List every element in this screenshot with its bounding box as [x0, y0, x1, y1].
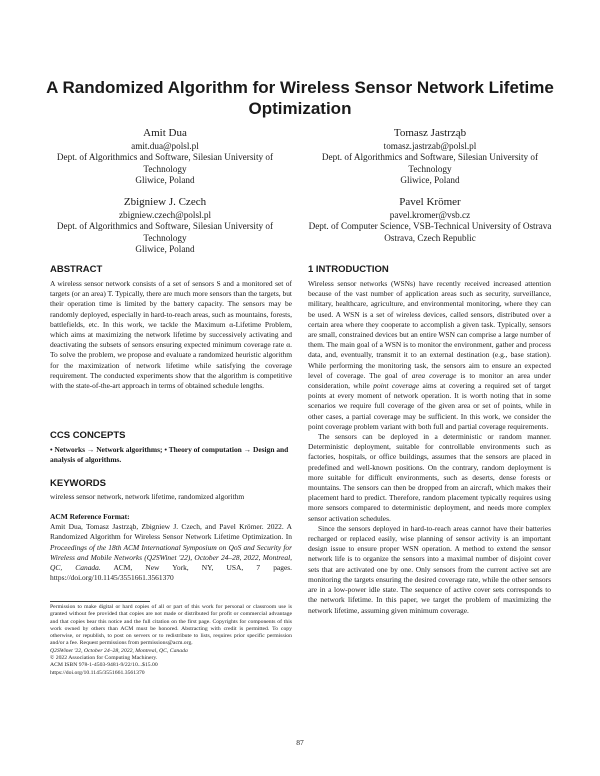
author-email: tomasz.jastrzab@polsl.pl — [383, 141, 477, 151]
keywords-text: wireless sensor network, network lifetime, randomized algorithm — [50, 492, 245, 501]
permission-text: Permission to make digital or hard copies of all or part of this work for personal or classroom use is granted without fee provided that copies are not made or distributed for profit or commercial advantage and that copies bear this notice and the full citation on the first page. Copyrights for components of this work owned by others than ACM must be honored. Abstracting with credit is permitted. To copy otherwise, or republish, to post on servers or to redistribute to lists, requires prior specific permission and/or a fee. Request permissions from permissions@acm.org. — [50, 604, 292, 647]
abstract-text — [50, 279, 292, 391]
author-location: Gliwice, Poland — [135, 175, 195, 186]
abstract-heading: ABSTRACT — [50, 264, 103, 275]
author-email: amit.dua@polsl.pl — [131, 141, 199, 151]
author-block — [40, 196, 290, 256]
author-name: Amit Dua — [143, 127, 187, 139]
author-name: Tomasz Jastrząb — [393, 127, 467, 139]
abstract-paragraph: A wireless sensor network consists of a set of sensors S and a monitored set of targets (or an area) T. Typically, there are much more sensors than the targets, but their operation time is limited by the battery capacity. The sensors may be randomly deployed, especially in hard-to-reach areas, such as mountains, forests, battlefields, etc. In this work, we tackle the Maximum α-Lifetime Problem, which aims at maximizing the network lifetime by successively activating and deactivating the subsets of sensors ensuring expected minimum coverage rate α. To solve the problem, we propose and evaluate a randomized heuristic algorithm for the maximization of network lifetime while satisfying the coverage requirement. The conducted experiments show that the algorithm is competitive with the state-of-the-art approach in terms of obtained schedule lengths. — [50, 279, 292, 391]
introduction-text — [308, 279, 551, 616]
author-block — [305, 127, 555, 187]
author-affiliation: Dept. of Algorithmics and Software, Silesian University of Technology — [56, 152, 274, 174]
intro-paragraph-2: The sensors can be deployed in a deterministic or random manner. Deterministic deployment, suitable for controllable environments such as factories, hospitals, or office buildings, assumes that the sensors are placed in predefined and well-known positions. On the contrary, random deployment is more suitable for difficult environments, such as deserts, dense forests or mountains. The sensors can then be dropped from an aircraft, which makes their placement hard to predict. Therefore, random placement typically requires using more sensors compared to deterministic deployment, and needs more complex sensor activation schedules. — [308, 432, 551, 523]
footnote-rule — [50, 601, 150, 602]
permission-venue: Q2SWinet '22, October 24–28, 2022, Montreal, QC, Canada — [50, 647, 188, 654]
ccs-heading: CCS CONCEPTS — [50, 430, 126, 441]
reference-format-text: Amit Dua, Tomasz Jastrząb, Zbigniew J. Czech, and Pavel Krömer. 2022. A Randomized Algorithm for Wireless Sensor Network Lifetime Optimization. In Proceedings of the 18th ACM International Symposium on QoS and Security for Wireless and Mobile Networks (Q2SWinet '22), October 24–28, 2022, Montreal, QC, Canada. ACM, New York, NY, USA, 7 pages. https://doi.org/10.1145/3551661.3561370 — [50, 522, 293, 583]
keywords-heading: KEYWORDS — [50, 478, 106, 489]
ccs-text — [50, 445, 292, 465]
paper-title: A Randomized Algorithm for Wireless Sensor Network Lifetime Optimization — [46, 78, 554, 118]
author-email: pavel.kromer@vsb.cz — [389, 210, 471, 220]
author-email: zbigniew.czech@polsl.pl — [118, 210, 212, 220]
author-location: Gliwice, Poland — [135, 244, 195, 255]
permission-block — [50, 604, 292, 677]
author-affiliation: Dept. of Algorithmics and Software, Silesian University of Technology — [321, 152, 539, 174]
page-number: 87 — [296, 738, 304, 747]
intro-paragraph-3: Since the sensors deployed in hard-to-reach areas cannot have their batteries recharged or replaced easily, wise planning of sensor activity is an important design issue to ensure proper WSN operation. A method to extend the sensor network life is to organize the sensors into a maximal number of disjoint cover sets that are activated one by one. Only sensors from the current active set are monitoring the targets ensuring the desired coverage rate, while the other sensors are in a low-power idle state. The sequence of active cover sets corresponds to the network lifetime. In this paper, we target the problem of maximizing the network lifetime, assuming given minimum coverage. — [308, 523, 551, 615]
permission-isbn: ACM ISBN 978-1-4503-9481-9/22/10...$15.00 — [50, 662, 158, 669]
author-affiliation: Dept. of Computer Science, VSB-Technical University of Ostrava — [308, 221, 552, 232]
author-name: Pavel Krömer — [399, 196, 461, 208]
ccs-part2: • Theory of computation → Design and analysis of algorithms. — [50, 445, 289, 465]
reference-format-heading: ACM Reference Format: — [50, 512, 130, 521]
intro-paragraph-1: Wireless sensor networks (WSNs) have recently received increased attention because of the vast number of application areas such as security, surveillance, military, healthcare, agriculture, and environmental monitoring, where they can be used. A WSN is a set of wireless devices, called sensors, distributed over a certain area where they cooperate to accomplish a given task. Typically, sensors are small, constrained devices but an entire WSN can comprise a large number of them. The main goal of a WSN is to monitor the environment, gather and process data, and, eventually, transmit it to an external destination (e.g., base station). While performing the monitoring task, the sensors aim to ensure an expected level of coverage. The goal of area coverage is to monitor an area under consideration, while point coverage aims at covering a required set of target points at every moment of network operation. It is worth noting that in some scenarios we require full coverage of the given area or set of points, while in other cases, a partial coverage may be sufficient. In this work, we consider the point coverage problem variant with both full and partial coverage requirements. — [308, 279, 551, 431]
author-location: Gliwice, Poland — [400, 175, 460, 186]
introduction-heading: 1 INTRODUCTION — [308, 264, 389, 275]
reference-format — [50, 512, 292, 583]
author-affiliation: Dept. of Algorithmics and Software, Silesian University of Technology — [56, 221, 274, 243]
permission-doi: https://doi.org/10.1145/3551661.3561370 — [50, 669, 145, 676]
ccs-part1: • Networks → Network algorithms; — [50, 445, 163, 454]
permission-copyright: © 2022 Association for Computing Machinery. — [50, 655, 158, 662]
author-name: Zbigniew J. Czech — [123, 196, 207, 208]
author-location: Ostrava, Czech Republic — [384, 232, 476, 243]
author-block — [40, 127, 290, 187]
author-block — [305, 196, 555, 244]
